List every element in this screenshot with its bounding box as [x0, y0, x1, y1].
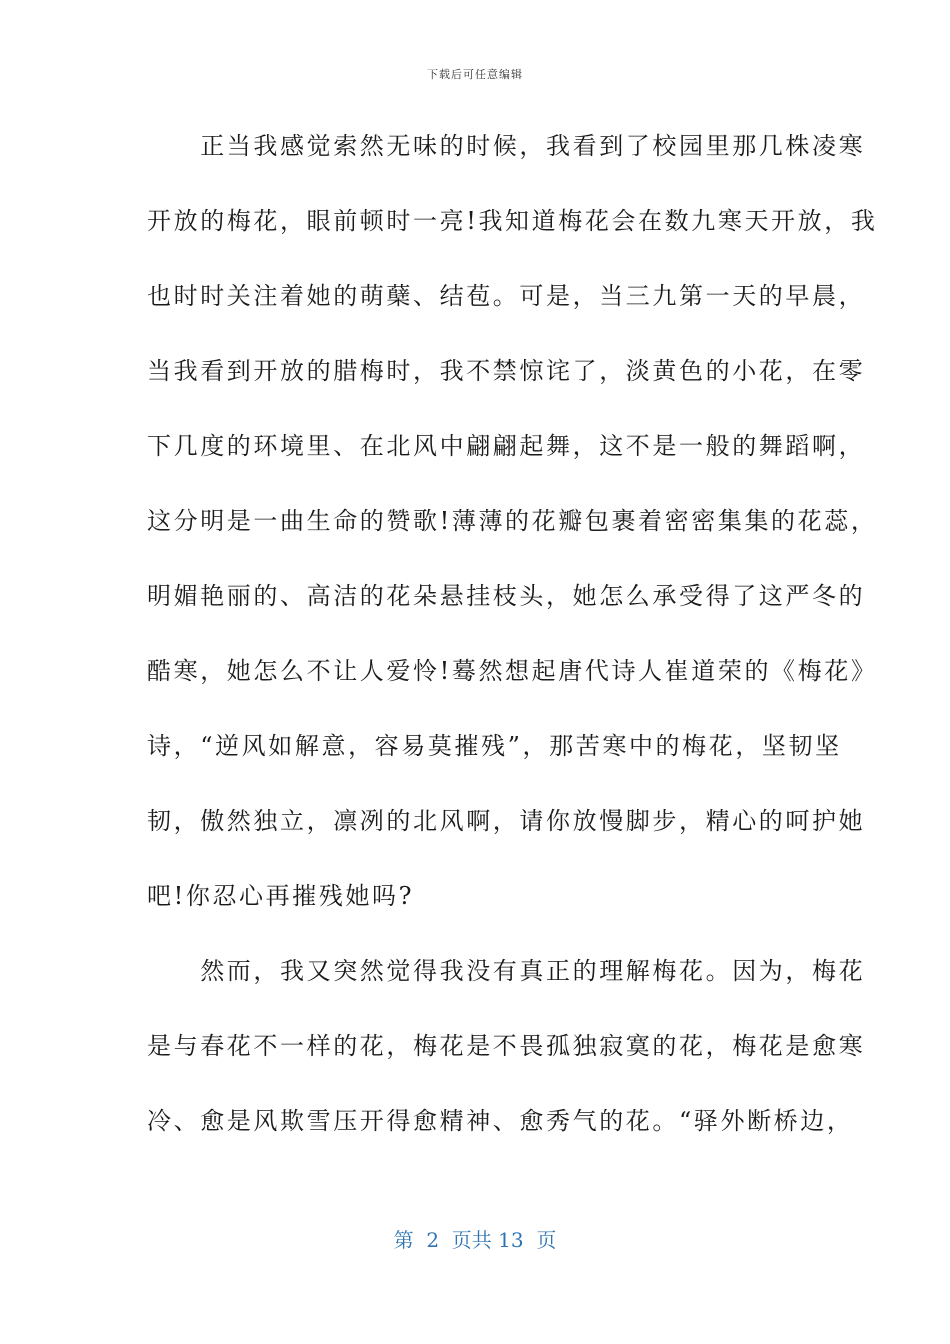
page-number-footer: 第 2 页共 13 页	[393, 1228, 557, 1252]
text-line: 是与春花不一样的花，梅花是不畏孤独寂寞的花，梅花是愈寒	[147, 1032, 866, 1060]
page-header-note: 下载后可任意编辑	[427, 68, 523, 81]
text-line: 韧，傲然独立，凛冽的北风啊，请你放慢脚步，精心的呵护她	[147, 807, 866, 835]
text-line: 开放的梅花，眼前顿时一亮!我知道梅花会在数九寒天开放，我	[147, 207, 878, 235]
text-line: 酷寒，她怎么不让人爱怜!蓦然想起唐代诗人崔道荣的《梅花》	[147, 657, 878, 685]
text-line: 这分明是一曲生命的赞歌!薄薄的花瓣包裹着密密集集的花蕊，	[147, 507, 878, 535]
text-line: 正当我感觉索然无味的时候，我看到了校园里那几株凌寒	[147, 132, 866, 160]
text-line: 冷、愈是风欺雪压开得愈精神、愈秀气的花。“驿外断桥边，	[147, 1107, 854, 1135]
text-line: 诗，“逆风如解意，容易莫摧残”，那苦寒中的梅花，坚韧坚	[147, 732, 842, 760]
text-line: 吧!你忍心再摧残她吗?	[147, 882, 415, 910]
text-line: 也时时关注着她的萌蘖、结苞。可是，当三九第一天的早晨，	[147, 282, 866, 310]
document-body	[147, 120, 878, 1170]
text-line: 下几度的环境里、在北风中翩翩起舞，这不是一般的舞蹈啊，	[147, 432, 866, 460]
text-line: 然而，我又突然觉得我没有真正的理解梅花。因为，梅花	[147, 957, 866, 985]
text-line: 当我看到开放的腊梅时，我不禁惊诧了，淡黄色的小花，在零	[147, 357, 866, 385]
text-line: 明媚艳丽的、高洁的花朵悬挂枝头，她怎么承受得了这严冬的	[147, 582, 866, 610]
